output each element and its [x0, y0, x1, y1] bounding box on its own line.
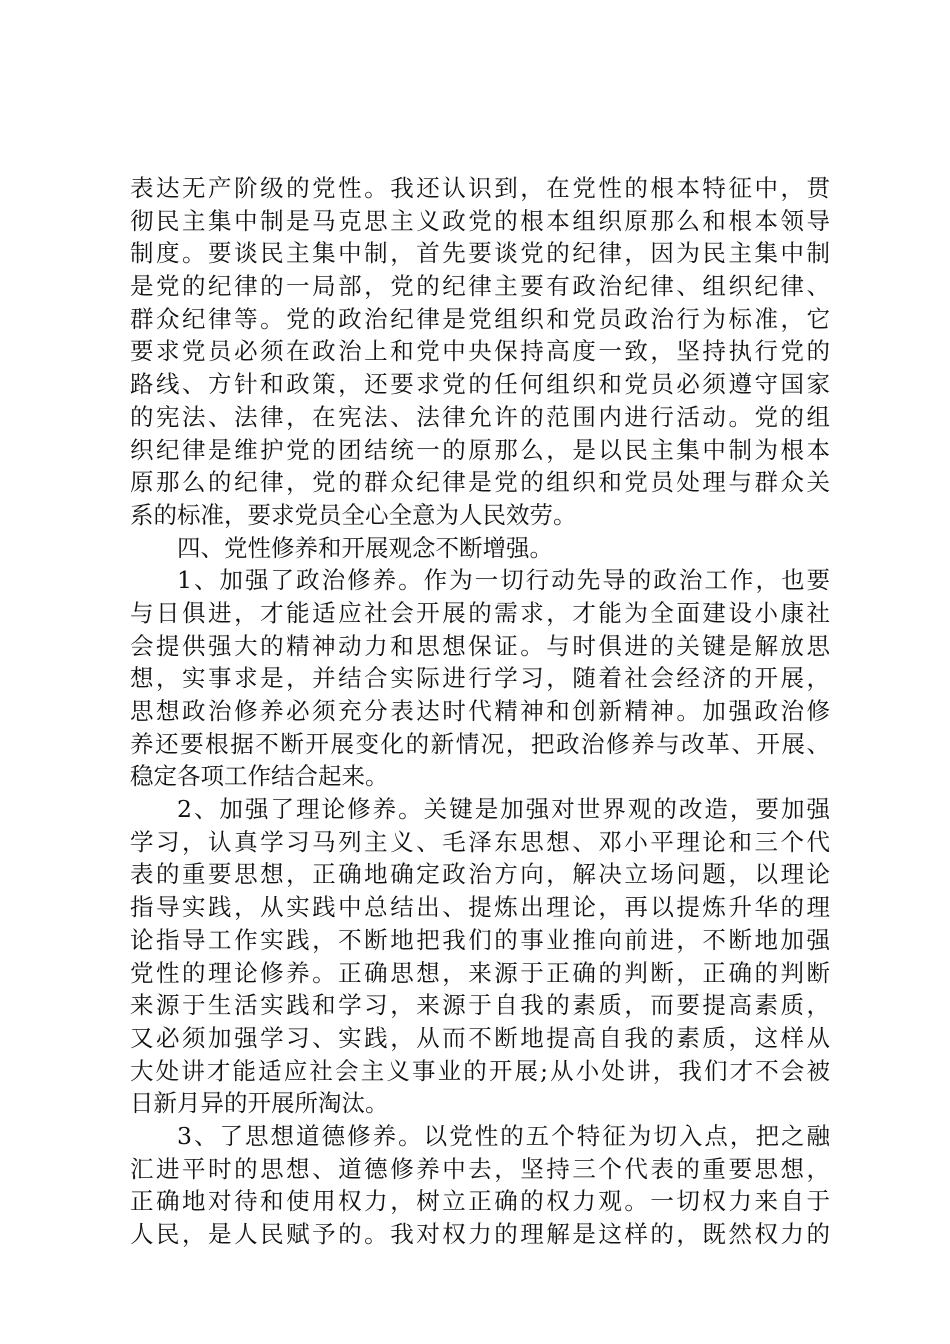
text-line: 正确地对待和使用权力，树立正确的权力观。一切权力来自于: [130, 1187, 830, 1216]
document-body: [130, 172, 830, 1251]
text-line: 原那么的纪律，党的群众纪律是党的组织和党员处理与群众关: [130, 468, 830, 497]
text-line: 来源于生活实践和学习，来源于自我的素质，而要提高素质，: [130, 991, 830, 1020]
text-line: 学习，认真学习马列主义、毛泽东思想、邓小平理论和三个代: [130, 827, 830, 856]
text-line: 养还要根据不断开展变化的新情况，把政治修养与改革、开展、: [130, 729, 830, 758]
text-line: 织纪律是维护党的团结统一的原那么，是以民主集中制为根本: [130, 435, 830, 464]
text-line: 3、了思想道德修养。以党性的五个特征为切入点，把之融: [177, 1121, 830, 1150]
text-line: 是党的纪律的一局部，党的纪律主要有政治纪律、组织纪律、: [130, 272, 830, 301]
text-line: 彻民主集中制是马克思主义政党的根本组织原那么和根本领导: [130, 206, 830, 235]
text-line: 系的标准，要求党员全心全意为人民效劳。: [130, 500, 577, 529]
text-line: 与日俱进，才能适应社会开展的需求，才能为全面建设小康社: [130, 598, 830, 627]
text-line: 人民，是人民赋予的。我对权力的理解是这样的，既然权力的: [130, 1220, 830, 1248]
text-line: 思想政治修养必须充分表达时代精神和创新精神。加强政治修: [130, 697, 830, 725]
text-line: 要求党员必须在政治上和党中央保持高度一致，坚持执行党的: [130, 337, 830, 366]
text-line: 表达无产阶级的党性。我还认识到，在党性的根本特征中，贯: [130, 174, 830, 202]
text-line: 指导实践，从实践中总结出、提炼出理论，再以提炼升华的理: [130, 893, 830, 922]
text-line: 党性的理论修养。正确思想，来源于正确的判断，正确的判断: [130, 958, 830, 987]
text-line: 制度。要谈民主集中制，首先要谈党的纪律，因为民主集中制: [130, 239, 830, 268]
text-line: 的宪法、法律，在宪法、法律允许的范围内进行活动。党的组: [130, 402, 830, 431]
text-line: 四、党性修养和开展观念不断增强。: [177, 533, 553, 562]
text-line: 稳定各项工作结合起来。: [130, 762, 389, 791]
text-line: 1、加强了政治修养。作为一切行动先导的政治工作，也要: [177, 566, 830, 595]
text-line: 群众纪律等。党的政治纪律是党组织和党员政治行为标准，它: [130, 304, 830, 333]
text-line: 路线、方针和政策，还要求党的任何组织和党员必须遵守国家: [130, 370, 830, 399]
text-line: 又必须加强学习、实践，从而不断地提高自我的素质，这样从: [130, 1023, 830, 1052]
text-line: 表的重要思想，正确地确定政治方向，解决立场问题，以理论: [130, 860, 830, 889]
text-line: 日新月异的开展所淘汰。: [130, 1089, 389, 1118]
text-line: 会提供强大的精神动力和思想保证。与时俱进的关键是解放思: [130, 631, 830, 660]
text-line: 论指导工作实践，不断地把我们的事业推向前进，不断地加强: [130, 925, 830, 954]
text-line: 2、加强了理论修养。关键是加强对世界观的改造，要加强: [177, 795, 830, 824]
text-line: 想，实事求是，并结合实际进行学习，随着社会经济的开展，: [130, 664, 830, 693]
text-line: 大处讲才能适应社会主义事业的开展;从小处讲，我们才不会被: [130, 1056, 830, 1085]
text-line: 汇进平时的思想、道德修养中去，坚持三个代表的重要思想，: [130, 1154, 830, 1183]
